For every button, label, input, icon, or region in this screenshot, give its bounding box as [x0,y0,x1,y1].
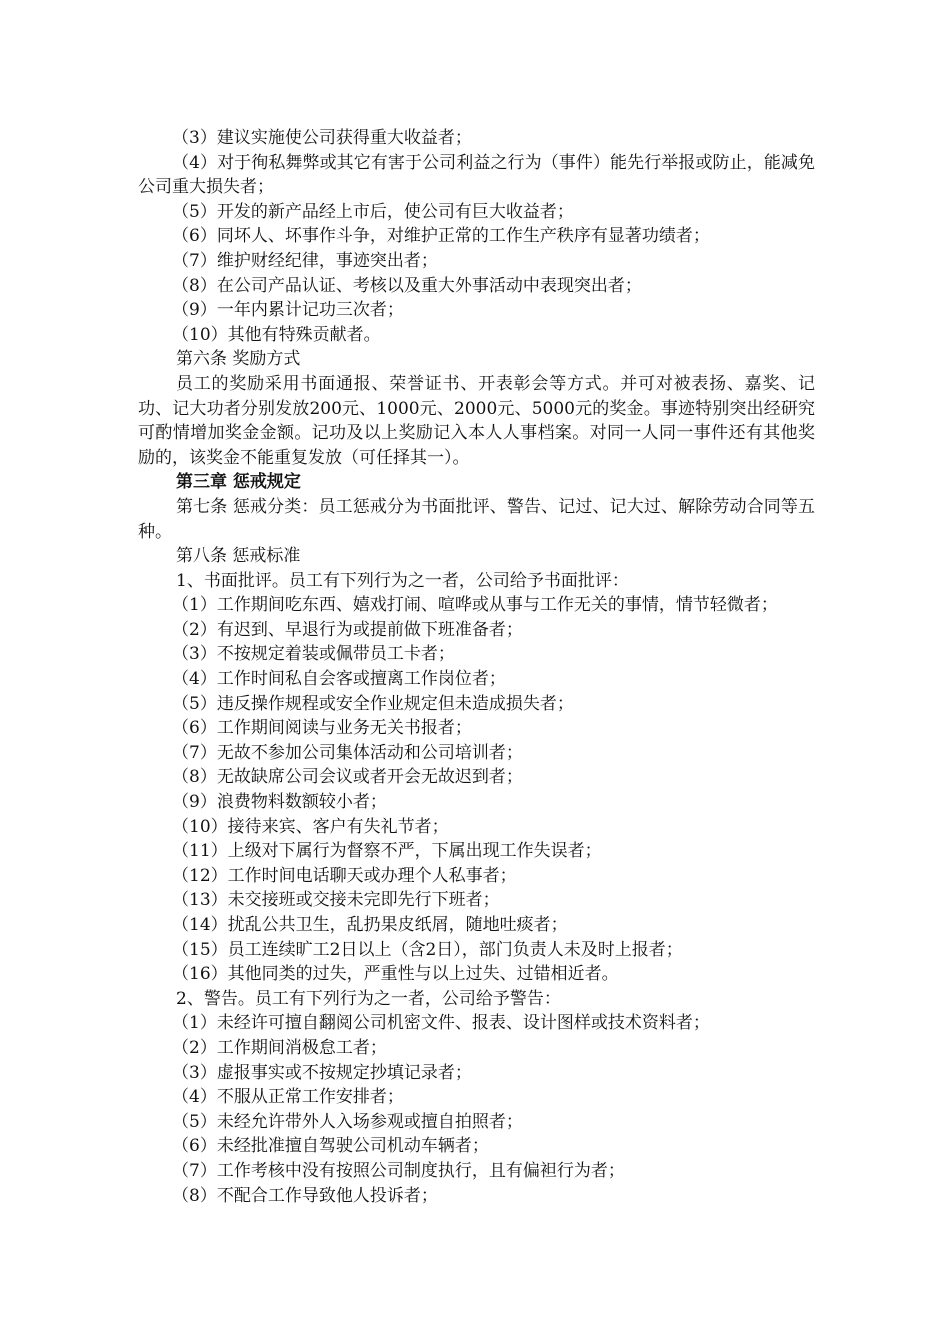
body-paragraph: 1、书面批评。员工有下列行为之一者，公司给予书面批评： [176,570,629,591]
list-item: （7）工作考核中没有按照公司制度执行，且有偏袒行为者； [172,1160,625,1181]
list-item: （3）建议实施使公司获得重大收益者； [172,128,472,148]
list-item: （3）不按规定着装或佩带员工卡者； [172,644,455,665]
body-paragraph: 第六条 奖励方式 [176,349,301,370]
list-item: （8）在公司产品认证、考核以及重大外事活动中表现突出者； [172,275,642,296]
chapter-heading: 第三章 惩戒规定 [176,472,301,493]
list-item: （2）工作期间消极怠工者； [172,1037,387,1058]
list-item: （4）工作时间私自会客或擅离工作岗位者； [172,669,506,690]
list-item: （1）未经许可擅自翻阅公司机密文件、报表、设计图样或技术资料者； [172,1013,710,1034]
body-paragraph: 第七条 惩戒分类：员工惩戒分为书面批评、警告、记过、记大过、解除劳动合同等五种。 [138,496,815,542]
list-item: （5）开发的新产品经上市后，使公司有巨大收益者； [172,201,574,222]
list-item: （6）未经批准擅自驾驶公司机动车辆者； [172,1136,489,1157]
list-item: （16）其他同类的过失，严重性与以上过失、过错相近者。 [172,964,619,985]
list-item: （6）工作期间阅读与业务无关书报者； [172,718,472,739]
list-item: （15）员工连续旷工2日以上（含2日），部门负责人未及时上报者； [172,939,683,960]
body-paragraph: 员工的奖励采用书面通报、荣誉证书、开表彰会等方式。并可对被表扬、嘉奖、记功、记大功者分别发放200元、1000元、2000元、5000元的奖金。事迹特别突出经研究可酌情增加奖金金额。记功及以上奖励记入本人人事档案。对同一人同一事件还有其他奖励的，该奖金不能重复发放（可任择其一）。 [138,373,815,468]
list-item: （4）对于徇私舞弊或其它有害于公司利益之行为（事件）能先行举报或防止，能减免公司重大损失者； [138,152,815,198]
list-item: （3）虚报事实或不按规定抄填记录者； [172,1062,472,1083]
body-paragraph: 第八条 惩戒标准 [176,546,301,567]
body-paragraph: 2、警告。员工有下列行为之一者，公司给予警告： [176,988,561,1009]
list-item: （4）不服从正常工作安排者； [172,1087,404,1108]
document-body [138,126,815,1208]
list-item: （5）未经允许带外人入场参观或擅自拍照者； [172,1111,523,1132]
list-item: （14）扰乱公共卫生，乱扔果皮纸屑，随地吐痰者； [172,915,568,935]
list-item: （7）维护财经纪律，事迹突出者； [172,250,438,271]
list-item: （9）浪费物料数额较小者； [172,792,387,813]
list-item: （5）违反操作规程或安全作业规定但未造成损失者； [172,693,574,714]
list-item: （13）未交接班或交接未完即先行下班者； [172,890,500,911]
list-item: （6）同坏人、坏事作斗争，对维护正常的工作生产秩序有显著功绩者； [172,226,710,247]
list-item: （9）一年内累计记功三次者； [172,300,404,321]
list-item: （11）上级对下属行为督察不严，下属出现工作失误者； [172,841,602,862]
list-item: （12）工作时间电话聊天或办理个人私事者； [172,865,517,886]
list-item: （10）其他有特殊贡献者。 [172,324,381,345]
list-item: （8）不配合工作导致他人投诉者； [172,1185,438,1206]
list-item: （1）工作期间吃东西、嬉戏打闹、喧哗或从事与工作无关的事情，情节轻微者； [172,595,778,616]
list-item: （10）接待来宾、客户有失礼节者； [172,816,449,837]
list-item: （7）无故不参加公司集体活动和公司培训者； [172,742,523,763]
list-item: （8）无故缺席公司会议或者开会无故迟到者； [172,767,523,788]
list-item: （2）有迟到、早退行为或提前做下班准备者； [172,619,523,640]
